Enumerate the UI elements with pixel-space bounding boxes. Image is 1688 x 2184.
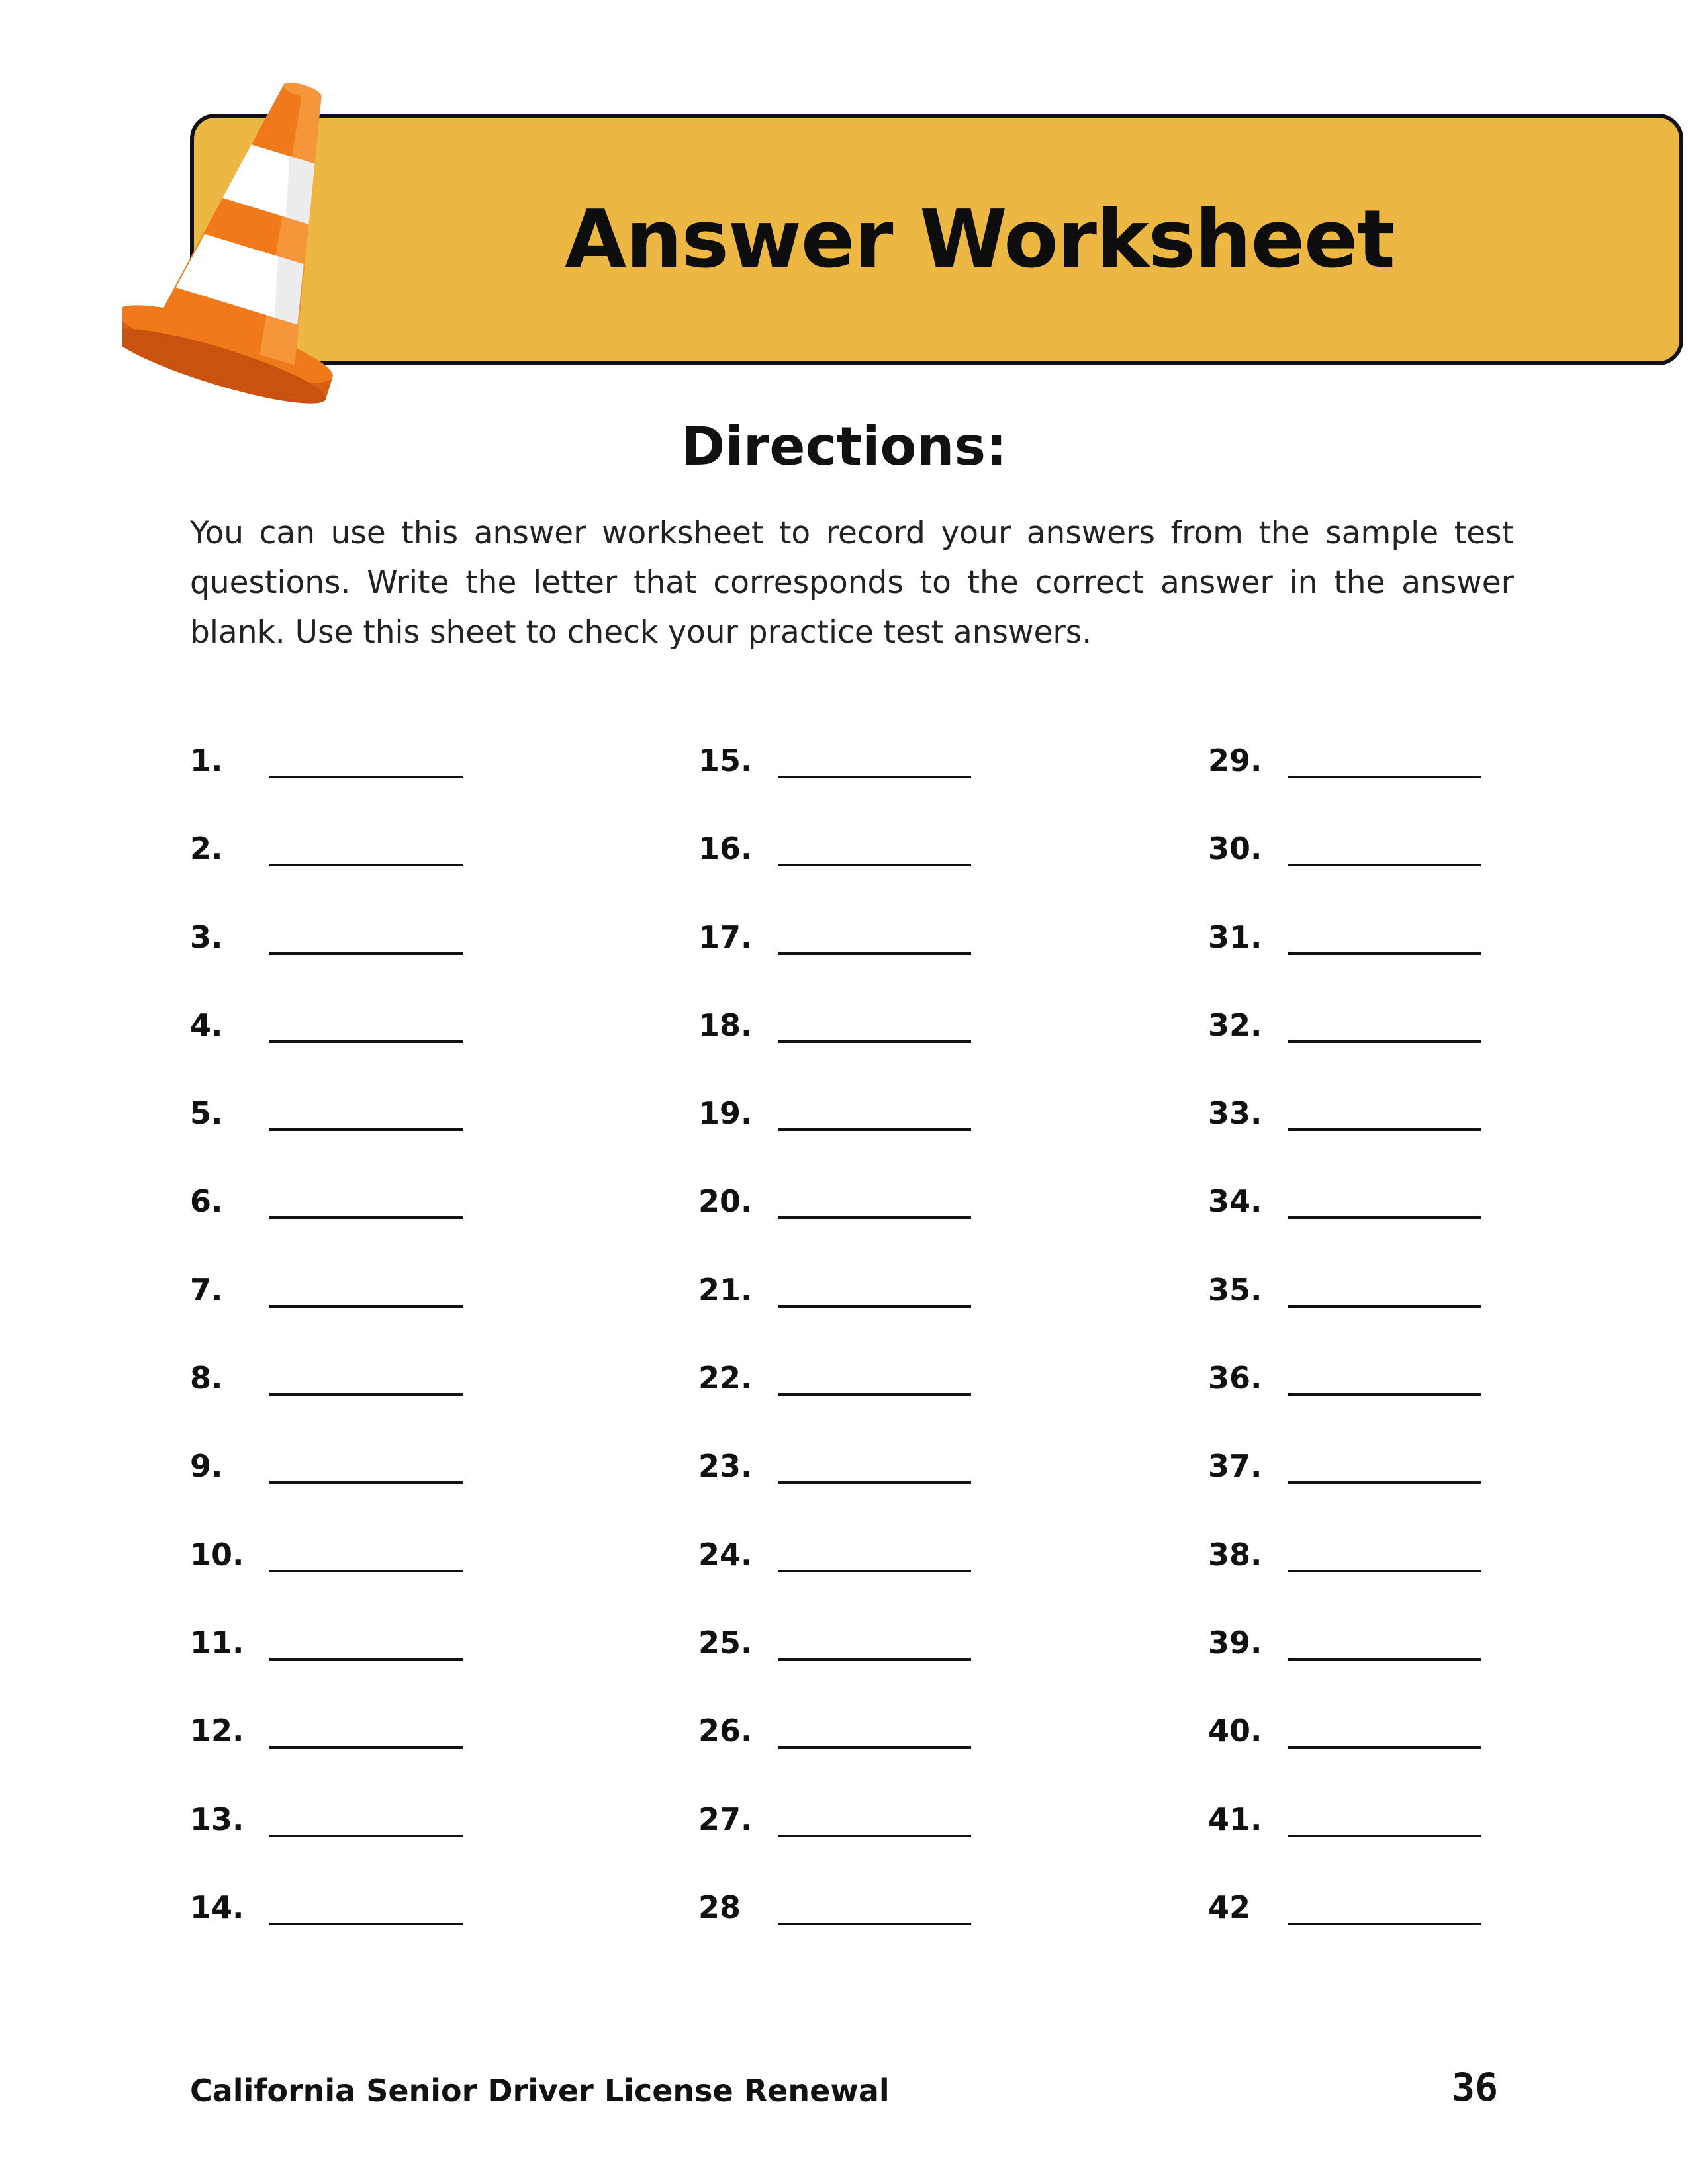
question-number: 30. <box>1208 831 1262 867</box>
answer-row <box>1208 1534 1605 1622</box>
question-number: 14. <box>190 1889 244 1925</box>
answer-blank[interactable] <box>1288 917 1481 955</box>
question-number: 29. <box>1208 743 1262 778</box>
answer-blank[interactable] <box>269 1181 463 1219</box>
answer-column-2 <box>698 740 1096 1975</box>
page-number: 36 <box>1452 2065 1498 2110</box>
question-number: 6. <box>190 1183 223 1220</box>
answer-blank[interactable] <box>269 1887 463 1925</box>
answer-row <box>1208 1710 1605 1798</box>
answer-blank[interactable] <box>778 1357 971 1396</box>
question-number: 15. <box>698 743 753 778</box>
question-number: 8. <box>190 1360 223 1396</box>
answer-row <box>1208 1269 1605 1357</box>
answer-row <box>190 1093 587 1181</box>
answer-blank[interactable] <box>1288 740 1481 778</box>
question-number: 21. <box>698 1271 753 1308</box>
question-number: 36. <box>1208 1360 1262 1396</box>
directions-text: You can use this answer worksheet to record your answers from the sample test questions. Write the letter that corresponds to the correct answer in the answer blank. Use this sheet to check your practice test answers. <box>190 515 1514 651</box>
answer-row <box>1208 1799 1605 1887</box>
answer-blank[interactable] <box>269 740 463 778</box>
answer-blank[interactable] <box>778 828 971 866</box>
answer-row <box>1208 1445 1605 1533</box>
question-number: 37. <box>1208 1448 1262 1484</box>
answer-row <box>190 1445 587 1533</box>
answer-row <box>1208 917 1605 1005</box>
answer-blank[interactable] <box>778 1799 971 1837</box>
question-number: 22. <box>698 1360 753 1396</box>
answer-blank[interactable] <box>778 1445 971 1484</box>
answer-blank[interactable] <box>1288 1534 1481 1572</box>
answer-row <box>1208 1005 1605 1093</box>
answer-blank[interactable] <box>269 828 463 866</box>
directions-heading: Directions: <box>680 416 1008 477</box>
answer-blank[interactable] <box>1288 1357 1481 1396</box>
answer-blank[interactable] <box>1288 1181 1481 1219</box>
answer-row <box>698 917 1096 1005</box>
answer-row <box>698 1269 1096 1357</box>
answer-row <box>190 1622 587 1710</box>
question-number: 33. <box>1208 1095 1262 1132</box>
question-number: 2. <box>190 831 223 867</box>
question-number: 3. <box>190 919 223 955</box>
answer-blank[interactable] <box>269 1269 463 1308</box>
answer-blank[interactable] <box>778 917 971 955</box>
answer-column-3 <box>1208 740 1605 1975</box>
question-number: 19. <box>698 1095 753 1132</box>
question-number: 11. <box>190 1624 244 1661</box>
question-number: 34. <box>1208 1183 1262 1220</box>
answer-row <box>190 1269 587 1357</box>
answer-row <box>190 1181 587 1269</box>
answer-row <box>1208 828 1605 916</box>
answer-blank[interactable] <box>778 1093 971 1131</box>
answer-row <box>190 1357 587 1445</box>
answer-row <box>190 1710 587 1798</box>
question-number: 13. <box>190 1801 244 1837</box>
answer-row <box>1208 1622 1605 1710</box>
question-number: 7. <box>190 1271 223 1308</box>
answer-blank[interactable] <box>269 1357 463 1396</box>
answer-row <box>698 1710 1096 1798</box>
answer-blank[interactable] <box>269 1093 463 1131</box>
answer-blank[interactable] <box>269 917 463 955</box>
question-number: 24. <box>698 1536 753 1572</box>
question-number: 41. <box>1208 1801 1262 1837</box>
answer-column-1 <box>190 740 587 1975</box>
answer-row <box>698 1799 1096 1887</box>
answer-blank[interactable] <box>778 1005 971 1043</box>
answer-blank[interactable] <box>778 1181 971 1219</box>
answer-row <box>698 1622 1096 1710</box>
answer-row <box>698 1357 1096 1445</box>
answer-row <box>698 1181 1096 1269</box>
question-number: 32. <box>1208 1007 1262 1043</box>
answer-row <box>698 1534 1096 1622</box>
question-number: 31. <box>1208 919 1262 955</box>
answer-blank[interactable] <box>269 1534 463 1572</box>
answer-row <box>190 1887 587 1975</box>
answer-row <box>1208 1181 1605 1269</box>
answer-row <box>1208 740 1605 828</box>
footer-title: California Senior Driver License Renewal <box>190 2073 890 2109</box>
answer-row <box>698 740 1096 828</box>
question-number: 25. <box>698 1624 753 1661</box>
answer-blank[interactable] <box>1288 1622 1481 1661</box>
answer-blank[interactable] <box>1288 1887 1481 1925</box>
question-number: 39. <box>1208 1624 1262 1661</box>
question-number: 40. <box>1208 1713 1262 1749</box>
answer-row <box>698 828 1096 916</box>
answer-blank[interactable] <box>1288 1269 1481 1308</box>
answer-blank[interactable] <box>1288 1445 1481 1484</box>
answer-row <box>1208 1093 1605 1181</box>
answer-row <box>698 1093 1096 1181</box>
answer-blank[interactable] <box>269 1445 463 1484</box>
answer-row <box>190 1799 587 1887</box>
answer-blank[interactable] <box>778 1622 971 1661</box>
question-number: 28 <box>698 1889 741 1925</box>
question-number: 17. <box>698 919 753 955</box>
answer-row <box>698 1887 1096 1975</box>
answer-blank[interactable] <box>778 1887 971 1925</box>
answer-blank[interactable] <box>1288 1799 1481 1837</box>
question-number: 5. <box>190 1095 223 1132</box>
answer-row <box>698 1005 1096 1093</box>
answer-blank[interactable] <box>1288 1005 1481 1043</box>
question-number: 10. <box>190 1536 244 1572</box>
answer-row <box>698 1445 1096 1533</box>
question-number: 12. <box>190 1713 244 1749</box>
answer-blank[interactable] <box>269 1005 463 1043</box>
page-title: Answer Worksheet <box>565 193 1395 286</box>
question-number: 38. <box>1208 1536 1262 1572</box>
question-number: 23. <box>698 1448 753 1484</box>
title-banner <box>190 114 1683 365</box>
answer-grid <box>190 740 1683 1951</box>
answer-blank[interactable] <box>778 1269 971 1308</box>
answer-blank[interactable] <box>269 1799 463 1837</box>
answer-row <box>190 917 587 1005</box>
traffic-cone-icon <box>122 69 374 437</box>
question-number: 20. <box>698 1183 753 1220</box>
answer-row <box>1208 1357 1605 1445</box>
question-number: 4. <box>190 1007 223 1043</box>
answer-row <box>190 1534 587 1622</box>
question-number: 16. <box>698 831 753 867</box>
answer-row <box>190 1005 587 1093</box>
answer-blank[interactable] <box>778 1710 971 1749</box>
answer-blank[interactable] <box>269 1622 463 1661</box>
answer-blank[interactable] <box>778 740 971 778</box>
question-number: 42 <box>1208 1889 1251 1925</box>
answer-blank[interactable] <box>1288 1093 1481 1131</box>
answer-blank[interactable] <box>1288 1710 1481 1749</box>
answer-blank[interactable] <box>1288 828 1481 866</box>
question-number: 9. <box>190 1448 223 1484</box>
question-number: 27. <box>698 1801 753 1837</box>
answer-row <box>1208 1887 1605 1975</box>
question-number: 26. <box>698 1713 753 1749</box>
question-number: 35. <box>1208 1271 1262 1308</box>
answer-row <box>190 740 587 828</box>
question-number: 1. <box>190 743 223 778</box>
question-number: 18. <box>698 1007 753 1043</box>
answer-row <box>190 828 587 916</box>
answer-blank[interactable] <box>778 1534 971 1572</box>
answer-blank[interactable] <box>269 1710 463 1749</box>
